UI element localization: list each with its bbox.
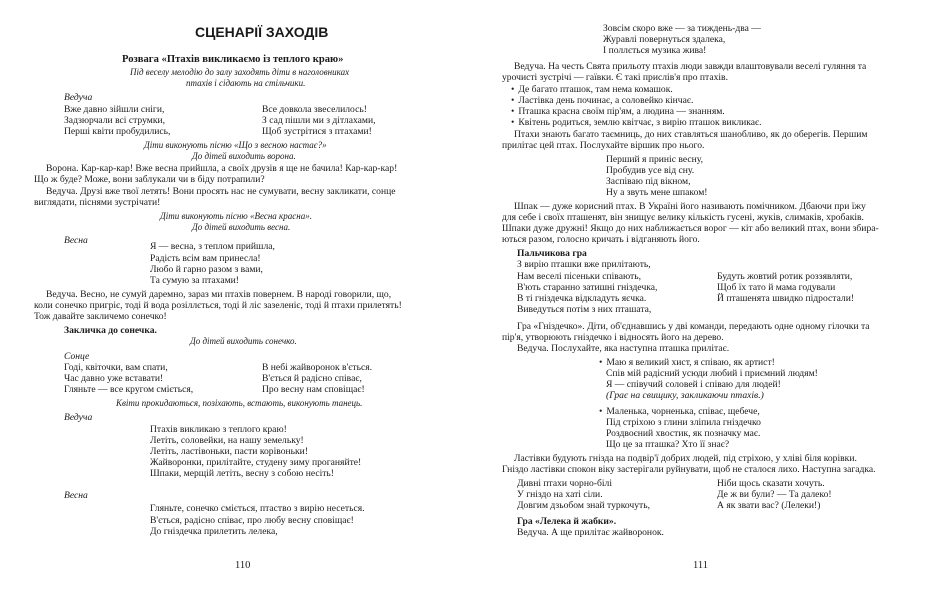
speaker-label: Ведуча xyxy=(64,412,93,423)
verse-line: Птахів викликаю з теплого краю! xyxy=(150,424,287,435)
verse-line: Жайворонки, прилітайте, студену зиму проганяйте! xyxy=(150,457,362,468)
paragraph-line: Шпаки дуже дружні! Якщо до них наближається ворог — кіт або великий птах, вони збира- xyxy=(502,223,879,234)
stage-direction: Діти виконують пісню «Що з весною настає?» xyxy=(144,140,327,150)
speaker-label: Сонце xyxy=(64,351,90,362)
riddle-line: • Маю я великий хист, я співаю, як артист! xyxy=(599,357,775,368)
verse-line: Ніби щось сказати хочуть. xyxy=(717,478,825,489)
paragraph-line: Шпак — дуже корисний птах. В Україні його називають помічником. Дбаючи при їжу xyxy=(514,201,866,212)
paragraph-line: урочисті зустрічі — гаївки. Є такі прислів'я про птахів. xyxy=(502,72,728,83)
stage-direction: птахів і сідають на стільчики. xyxy=(186,78,306,88)
paragraph-line: коли сонечко пригріє, тоді й вода розіллється, тоді й ліс зазеленіє, тоді й птахи прилетять! xyxy=(34,300,402,311)
paragraph-line: Птахи знають багато таємниць, до них ставляться шанобливо, як до оберегів. Першим xyxy=(514,129,868,140)
verse-line: Летіть, соловейки, на нашу земельку! xyxy=(150,435,304,446)
verse-line: Годі, квіточки, вам спати, xyxy=(64,362,168,373)
verse-line: Летіть, ластівоньки, пасти корівоньки! xyxy=(150,446,309,457)
riddle-line: (Грає на свищику, закликаючи птахів.) xyxy=(606,390,764,401)
verse-line: А як звати вас? (Лелеки!) xyxy=(717,500,821,511)
verse-line: Зовсім скоро вже — за тиждень-два — xyxy=(603,23,761,34)
paragraph-line: прилітає цей птах. Послухайте віршик про нього. xyxy=(502,140,705,151)
paragraph-line: Що ж буде? Може, вони заблукали чи в біду потрапили? xyxy=(34,174,265,185)
paragraph-line: пір'я, утворюють гніздечко і відносять його на дерево. xyxy=(502,332,724,343)
riddle-line: Спів мій радісний усюди любий і приємний людям! xyxy=(606,368,818,379)
stage-direction: Квіти прокидаються, позіхають, встають, виконують танець. xyxy=(116,398,363,408)
proverb-item: • Пташка красна своїм пір'ям, а людина — знанням. xyxy=(511,106,725,117)
verse-line: Задзюрчали всі струмки, xyxy=(64,115,166,126)
verse-line: Виведуться потім з них пташата, xyxy=(517,304,652,315)
proverb-item: • Квітень родиться, землю квітчає, з вирію пташок викликає. xyxy=(511,117,762,128)
verse-line: І поллється музика жива! xyxy=(603,45,707,56)
verse-line: В'ється, радісно співає, про любу весну сповіщає! xyxy=(150,515,354,526)
page-title: СЦЕНАРІЇ ЗАХОДІВ xyxy=(195,24,329,40)
stage-direction: До дітей виходить ворона. xyxy=(192,151,296,161)
verse-line: Дивні птахи чорно-білі xyxy=(517,478,612,489)
proverb-item: • Ластівка день починає, а соловейко кінчає. xyxy=(511,95,693,106)
stage-direction: До дітей виходить весна. xyxy=(192,222,291,232)
verse-line: Й пташенята швидко підростали! xyxy=(717,293,855,304)
stage-direction: Під веселу мелодію до залу заходять діти в наголовниках xyxy=(130,67,350,77)
paragraph-line: Ворона. Кар-кар-кар! Вже весна прийшла, а своїх друзів я ще не бачила! Кар-кар-кар! xyxy=(46,163,398,174)
verse-line: Де ж ви були? — Та далеко! xyxy=(717,489,832,500)
paragraph-line: виглядати, піснями зустрічати! xyxy=(34,197,161,208)
speaker-label: Весна xyxy=(64,235,88,246)
right-page xyxy=(471,0,943,598)
verse-line: Будуть жовтий ротик роззявляти, xyxy=(717,271,853,282)
riddle-line: Роздвоєний хвостик, як позначку має. xyxy=(606,428,761,439)
verse-line: У гніздо на хаті сіли. xyxy=(517,489,603,500)
verse-line: Довгим дзьобом знай туркочуть, xyxy=(517,500,651,511)
verse-line: Радість всім вам принесла! xyxy=(150,253,261,264)
stage-direction: До дітей виходить сонечко. xyxy=(190,336,297,346)
proverb-item: • Де багато пташок, там нема комашок. xyxy=(511,84,673,95)
verse-line: Журавлі повернуться здалека, xyxy=(603,34,726,45)
speaker-label: Ведуча xyxy=(64,92,93,103)
verse-line: Я — весна, з теплом прийшла, xyxy=(150,241,275,252)
verse-line: Щоб зустрітися з птахами! xyxy=(262,126,372,137)
verse-line: До гніздечка прилетить лелека, xyxy=(150,526,278,537)
paragraph-line: Ведуча. А ще прилітає жайворонок. xyxy=(517,527,664,538)
verse-line: В'ється й радісно співає, xyxy=(262,373,362,384)
section-subtitle: Розвага «Птахів викликаємо із теплого краю» xyxy=(122,54,344,65)
verse-line: Шпаки, мерщій летіть, весну з собою несіть! xyxy=(150,468,335,479)
riddle-line: Я — співучий соловей і співаю для людей! xyxy=(606,379,781,390)
verse-line: Перші квіти пробудились, xyxy=(64,126,171,137)
paragraph-line: Ластівки будують гнізда на подвір'ї добрих людей, під стріхою, у хліві біля корівки. xyxy=(514,453,857,464)
verse-line: Нам веселі пісеньки співають, xyxy=(517,271,641,282)
left-page xyxy=(0,0,471,598)
page-number: 110 xyxy=(235,560,251,571)
finger-game-heading: Пальчикова гра xyxy=(517,248,587,259)
paragraph-line: ються разом, голосно кричать і відганяють його. xyxy=(502,234,700,245)
verse-line: Та сумую за птахами! xyxy=(150,275,239,286)
verse-line: З вирію пташки вже прилітають, xyxy=(517,259,651,270)
paragraph-line: Гра «Гніздечко». Діти, об'єднавшись у дві команди, передають одне одному гілочки та xyxy=(517,321,870,332)
verse-line: Гляньте, сонечко сміється, птаство з вирію несеться. xyxy=(150,503,365,514)
verse-line: Заспіваю під вікном, xyxy=(606,176,691,187)
verse-line: Вже давно зійшли сніги, xyxy=(64,104,165,115)
riddle-line: Що це за пташка? Хто її знає? xyxy=(606,439,730,450)
zaklychka-heading: Закличка до сонечка. xyxy=(64,325,157,336)
verse-line: Все довкола звеселилось! xyxy=(262,104,367,115)
paragraph-line: Ведуча. На честь Свята прильоту птахів люди завжди влаштовували веселі гуляння та xyxy=(514,61,867,72)
stage-direction: Діти виконують пісню «Весна красна». xyxy=(160,211,312,221)
paragraph-line: Тож давайте закличемо сонечко! xyxy=(34,311,167,322)
verse-line: В небі жайворонок в'ється. xyxy=(262,362,373,373)
verse-line: Про весну нам сповіщає! xyxy=(262,384,365,395)
page-number: 111 xyxy=(693,560,708,571)
riddle-line: • Маленька, чорненька, співає, щебече, xyxy=(599,406,760,417)
verse-line: Ну а звуть мене шпаком! xyxy=(606,187,708,198)
verse-line: В ті гніздечка відкладуть яєчка. xyxy=(517,293,647,304)
speaker-label: Весна xyxy=(64,490,88,501)
paragraph-line: Ведуча. Весно, не сумуй даремно, зараз ми птахів повернем. В народі говорили, що, xyxy=(46,289,392,300)
paragraph-line: Ведуча. Послухайте, яка наступна пташка прилітає. xyxy=(517,343,730,354)
verse-line: Гляньте — все кругом сміється, xyxy=(64,384,194,395)
paragraph-line: Ведуча. Друзі вже твої летять! Вони просять нас не сумувати, весну закликати, сонце xyxy=(46,186,396,197)
verse-line: Час давно уже вставати! xyxy=(64,373,164,384)
paragraph-line: Гніздо ластівки спокон віку застерігали руйнувати, щоб не сталося лихо. Наступна загадка. xyxy=(502,464,876,475)
verse-line: З сад пішли ми з дітлахами, xyxy=(262,115,376,126)
verse-line: Любо й гарно разом з вами, xyxy=(150,264,263,275)
verse-line: Перший я приніс весну, xyxy=(606,154,703,165)
verse-line: Щоб їх тато й мама годували xyxy=(717,282,836,293)
paragraph-line: для себе і своїх пташенят, він знищує велику кількість гусені, жуків, слимаків, хробаків. xyxy=(502,212,864,223)
game-leleka-heading: Гра «Лелека й жабки». xyxy=(517,516,617,527)
verse-line: В'ють старанно затишні гніздечка, xyxy=(517,282,658,293)
riddle-line: Під стріхою з глини зліпила гніздечко xyxy=(606,417,761,428)
verse-line: Пробудив усе від сну. xyxy=(606,165,695,176)
